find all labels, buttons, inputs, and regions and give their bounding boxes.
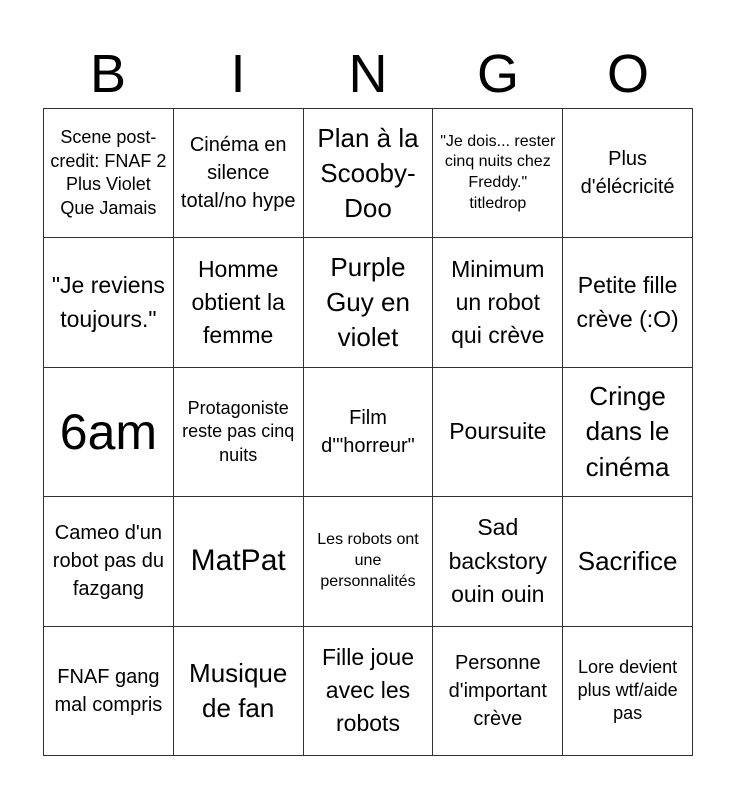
bingo-grid xyxy=(43,108,693,756)
bingo-cell[interactable]: Sacrifice xyxy=(563,497,693,626)
bingo-cell[interactable]: Plan à la Scooby-Doo xyxy=(304,109,434,238)
bingo-cell[interactable]: Cringe dans le cinéma xyxy=(563,368,693,497)
bingo-cell[interactable]: Purple Guy en violet xyxy=(304,238,434,367)
header-letter-n: N xyxy=(348,44,388,104)
bingo-cell[interactable]: Les robots ont une personnalités xyxy=(304,497,434,626)
bingo-cell[interactable]: Plus d'élécricité xyxy=(563,109,693,238)
bingo-cell[interactable]: Homme obtient la femme xyxy=(174,238,304,367)
bingo-cell[interactable]: Lore devient plus wtf/aide pas xyxy=(563,627,693,756)
bingo-cell[interactable]: MatPat xyxy=(174,497,304,626)
header-letter-o: O xyxy=(606,44,649,104)
bingo-cell[interactable]: Fille joue avec les robots xyxy=(304,627,434,756)
bingo-cell[interactable]: "Je dois... rester cinq nuits chez Freddy." titledrop xyxy=(433,109,563,238)
header-letter-i: I xyxy=(230,44,246,104)
bingo-cell[interactable]: Protagoniste reste pas cinq nuits xyxy=(174,368,304,497)
bingo-cell[interactable]: 6am xyxy=(44,368,174,497)
bingo-cell[interactable]: "Je reviens toujours." xyxy=(44,238,174,367)
bingo-cell[interactable]: Poursuite xyxy=(433,368,563,497)
bingo-cell[interactable]: Petite fille crève (:O) xyxy=(563,238,693,367)
bingo-header xyxy=(43,40,693,108)
bingo-cell[interactable]: Cameo d'un robot pas du fazgang xyxy=(44,497,174,626)
bingo-cell[interactable]: Cinéma en silence total/no hype xyxy=(174,109,304,238)
bingo-cell[interactable]: Musique de fan xyxy=(174,627,304,756)
bingo-cell[interactable]: Sad backstory ouin ouin xyxy=(433,497,563,626)
bingo-cell[interactable]: Minimum un robot qui crève xyxy=(433,238,563,367)
bingo-cell[interactable]: Film d'"horreur" xyxy=(304,368,434,497)
header-letter-g: G xyxy=(476,44,519,104)
bingo-cell[interactable]: FNAF gang mal compris xyxy=(44,627,174,756)
header-letter-b: B xyxy=(89,44,127,104)
bingo-cell[interactable]: Scene post-credit: FNAF 2 Plus Violet Que Jamais xyxy=(44,109,174,238)
bingo-cell[interactable]: Personne d'important crève xyxy=(433,627,563,756)
